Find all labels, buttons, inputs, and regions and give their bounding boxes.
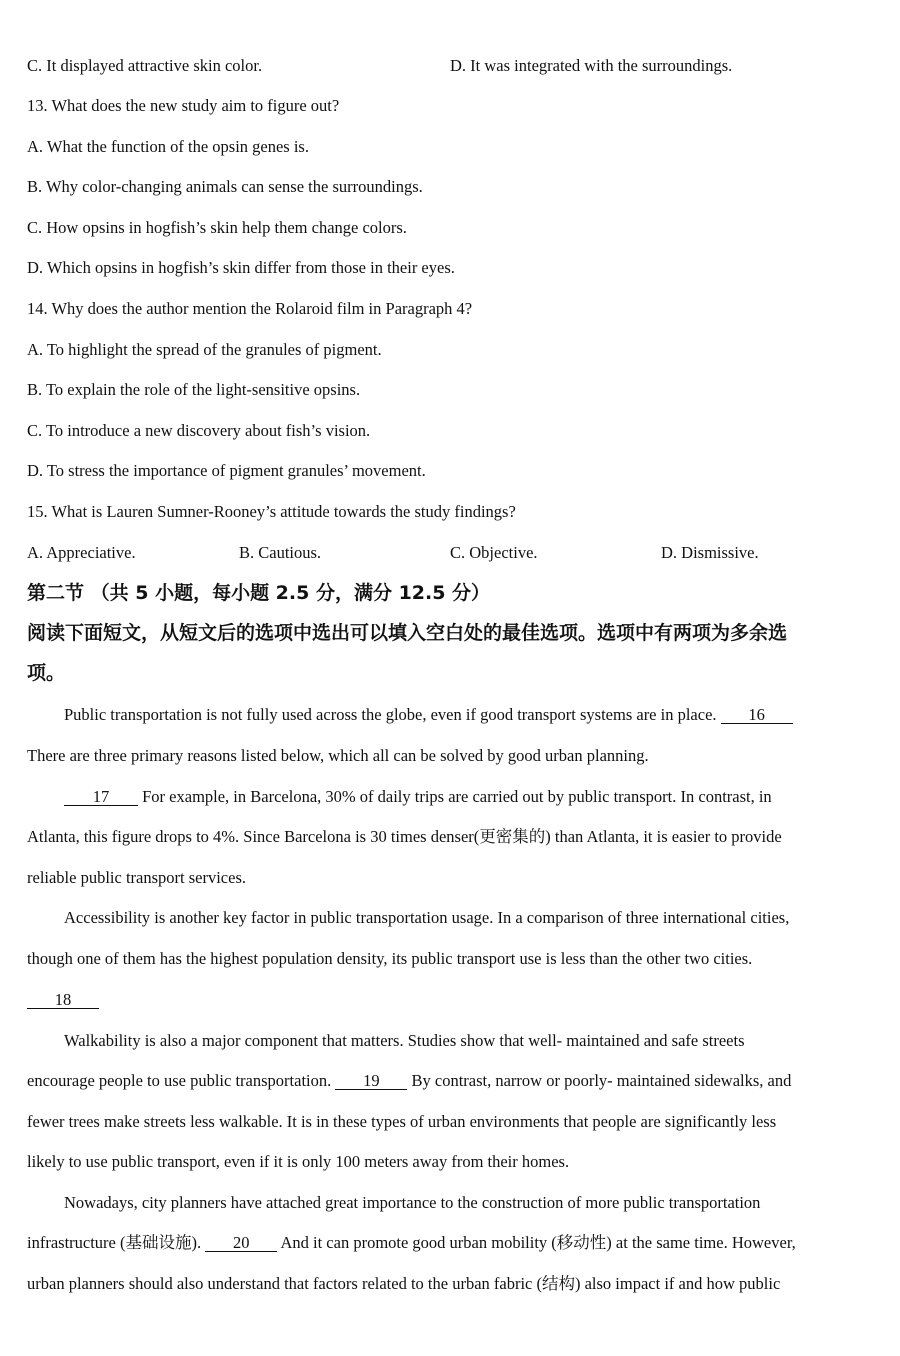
q15-option-d: D. Dismissive. [661,543,759,562]
passage-line [64,705,793,725]
q14-option-b: B. To explain the role of the light-sensitive opsins. [27,380,361,399]
passage-line: fewer trees make streets less walkable. It is in these types of urban environments that people are significantly less [27,1112,777,1131]
q15-stem: 15. What is Lauren Sumner-Rooney’s attitude towards the study findings? [27,502,516,521]
q13-option-b: B. Why color-changing animals can sense the surroundings. [27,177,423,196]
blank-18: 18 [27,991,99,1009]
blank-16: 16 [721,706,793,724]
passage-text: For example, in Barcelona, 30% of daily trips are carried out by public transport. In contrast, in [142,787,772,806]
blank-17: 17 [64,788,138,806]
q14-option-d: D. To stress the importance of pigment granules’ movement. [27,461,426,480]
q13-option-c: C. How opsins in hogfish’s skin help them change colors. [27,218,407,237]
q14-stem: 14. Why does the author mention the Rolaroid film in Paragraph 4? [27,299,473,318]
passage-text: infrastructure (基础设施). [27,1233,202,1252]
passage-line [64,787,772,807]
passage-line: reliable public transport services. [27,868,247,887]
passage-line: urban planners should also understand that factors related to the urban fabric (结构) also impact if and how public [27,1274,781,1293]
q15-option-b: B. Cautious. [239,543,322,562]
passage-text: By contrast, narrow or poorly- maintained sidewalks, and [411,1071,792,1090]
q14-option-c: C. To introduce a new discovery about fish’s vision. [27,421,371,440]
blank-20: 20 [205,1234,277,1252]
passage-line: Accessibility is another key factor in public transportation usage. In a comparison of three international cities, [64,908,790,927]
passage-text: Public transportation is not fully used across the globe, even if good transport systems are in place. [64,705,717,724]
blank-19: 19 [335,1072,407,1090]
q13-stem: 13. What does the new study aim to figure out? [27,96,340,115]
q13-option-a: A. What the function of the opsin genes is. [27,137,309,156]
passage-line [27,990,99,1010]
q12-option-d: D. It was integrated with the surroundings. [450,56,733,75]
q13-option-d: D. Which opsins in hogfish’s skin differ from those in their eyes. [27,258,455,277]
passage-line [27,1071,791,1091]
q12-option-c: C. It displayed attractive skin color. [27,56,263,75]
q15-option-c: C. Objective. [450,543,538,562]
q15-option-a: A. Appreciative. [27,543,136,562]
passage-text: And it can promote good urban mobility (移动性) at the same time. However, [280,1233,796,1252]
q14-option-a: A. To highlight the spread of the granules of pigment. [27,340,382,359]
passage-line [27,1233,796,1253]
passage-line: Walkability is also a major component that matters. Studies show that well- maintained and safe streets [64,1031,745,1050]
section-instruction-line2: 项。 [27,662,66,684]
section-heading: 第二节 （共 5 小题，每小题 2.5 分，满分 12.5 分） [27,582,491,604]
passage-line: though one of them has the highest population density, its public transport use is less than the other two cities. [27,949,753,968]
passage-text: encourage people to use public transportation. [27,1071,332,1090]
passage-line: Atlanta, this figure drops to 4%. Since Barcelona is 30 times denser(更密集的) than Atlanta, it is easier to provide [27,827,782,846]
passage-line: Nowadays, city planners have attached great importance to the construction of more public transportation [64,1193,761,1212]
section-instruction-line1: 阅读下面短文，从短文后的选项中选出可以填入空白处的最佳选项。选项中有两项为多余选 [27,622,788,644]
passage-line: There are three primary reasons listed below, which all can be solved by good urban planning. [27,746,649,765]
passage-line: likely to use public transport, even if it is only 100 meters away from their homes. [27,1152,570,1171]
